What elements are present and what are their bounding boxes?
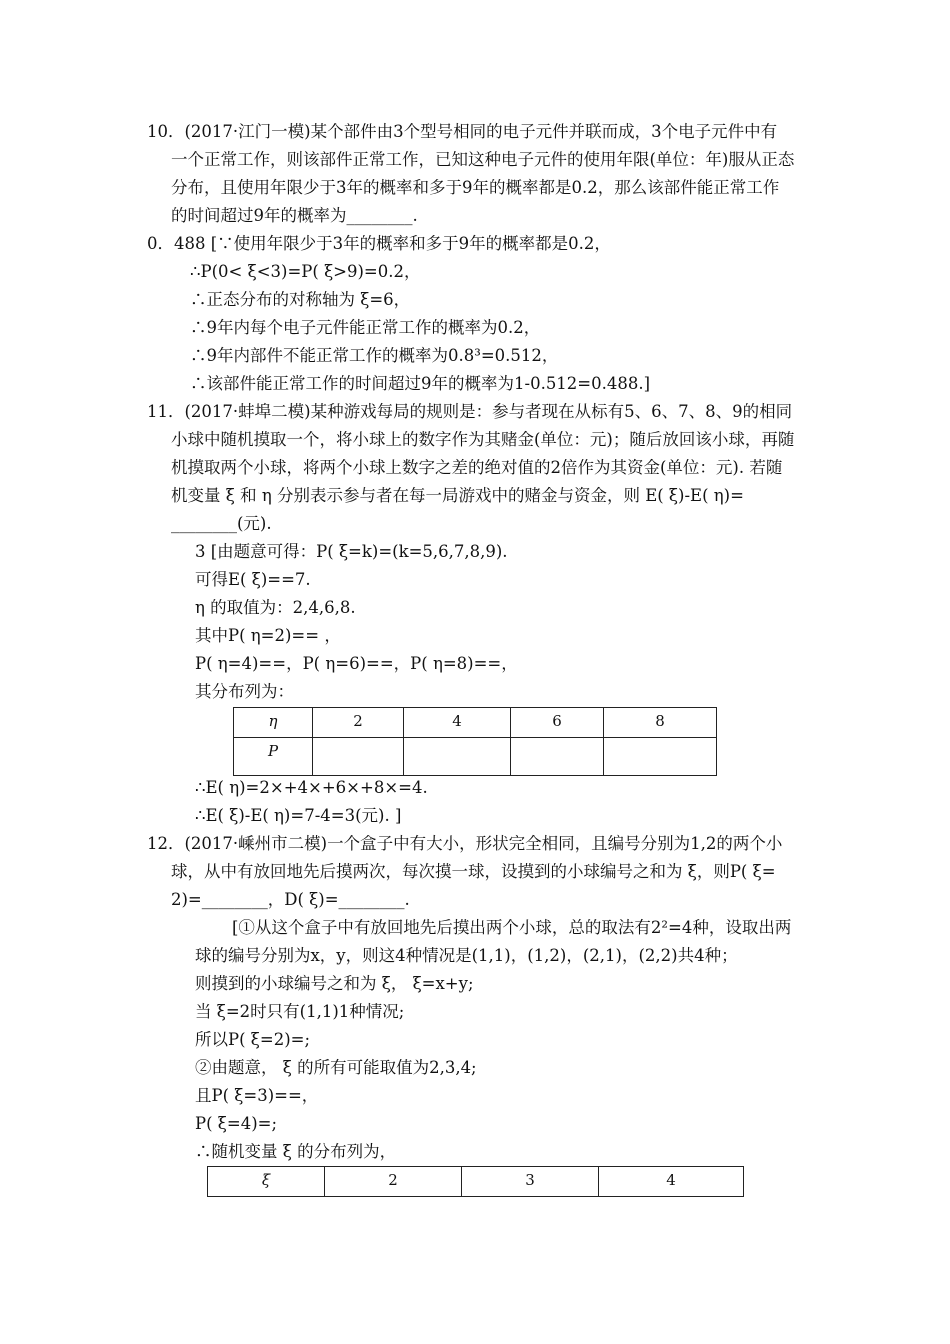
a12-line-5: 所以P( ξ=2)=; — [195, 1030, 311, 1049]
table-cell: ξ — [208, 1167, 325, 1197]
q11-line-3: 机摸取两个小球，将两个小球上数字之差的绝对值的2倍作为其资金(单位：元). 若随 — [171, 458, 783, 477]
a12-line-4: 当 ξ=2时只有(1,1)1种情况; — [195, 1002, 405, 1021]
table-cell — [404, 738, 511, 776]
table-cell: P — [234, 738, 313, 776]
distribution-table-xi — [207, 1166, 744, 1197]
q10-line-4: 的时间超过9年的概率为________. — [171, 206, 418, 225]
a10-line-3: ∴正态分布的对称轴为 ξ=6， — [190, 290, 411, 309]
a10-line-5: ∴9年内部件不能正常工作的概率为0.8³=0.512， — [190, 346, 559, 365]
a11-line-3: η 的取值为：2,4,6,8. — [195, 598, 356, 617]
q10-line-2: 一个正常工作，则该部件正常工作，已知这种电子元件的使用年限(单位：年)服从正态 — [171, 150, 795, 169]
table-cell — [313, 738, 404, 776]
a10-line-2: ∴P(0< ξ<3)=P( ξ>9)=0.2， — [190, 262, 421, 281]
a11-line-1: 3 [由题意可得：P( ξ=k)=(k=5,6,7,8,9). — [195, 542, 508, 561]
table-cell: 3 — [462, 1167, 599, 1197]
q10-line-3: 分布，且使用年限少于3年的概率和多于9年的概率都是0.2，那么该部件能正常工作 — [171, 178, 780, 197]
q11-line-5: ________(元). — [171, 514, 272, 533]
table-row — [234, 738, 717, 776]
a12-line-6: ②由题意， ξ 的所有可能取值为2,3,4; — [195, 1058, 477, 1077]
table-row — [208, 1167, 744, 1197]
table-cell: 4 — [599, 1167, 744, 1197]
q12-line-2: 球，从中有放回地先后摸两次，每次摸一球，设摸到的小球编号之和为 ξ，则P( ξ= — [171, 862, 776, 881]
a11-line-8: ∴E( ξ)-E( η)=7-4=3(元). ] — [195, 806, 402, 825]
table-cell: 2 — [325, 1167, 462, 1197]
a12-line-2: 球的编号分别为x，y，则这4种情况是(1,1)，(1,2)，(2,1)，(2,2)共4种； — [195, 946, 738, 965]
table-cell: 4 — [404, 708, 511, 738]
table-cell — [604, 738, 717, 776]
table-row — [234, 708, 717, 738]
a11-line-5: P( η=4)==，P( η=6)==，P( η=8)==， — [195, 654, 518, 673]
q12-line-1: 12．(2017·嵊州市二模)一个盒子中有大小，形状完全相同，且编号分别为1,2的两个小 — [147, 834, 783, 853]
a12-line-9: ∴随机变量 ξ 的分布列为， — [195, 1142, 397, 1161]
distribution-table-eta — [233, 707, 717, 776]
a11-line-7: ∴E( η)=2×+4×+6×+8×=4. — [195, 778, 428, 797]
q11-line-4: 机变量 ξ 和 η 分别表示参与者在每一局游戏中的赌金与资金，则 E( ξ)-E( η)= — [171, 486, 744, 505]
a11-line-4: 其中P( η=2)== ， — [195, 626, 341, 645]
a12-line-7: 且P( ξ=3)==， — [195, 1086, 319, 1105]
table-cell: 6 — [511, 708, 604, 738]
a11-line-6: 其分布列为： — [195, 682, 294, 701]
q10-line-1: 10．(2017·江门一模)某个部件由3个型号相同的电子元件并联而成，3个电子元件中有 — [147, 122, 778, 141]
table-cell — [511, 738, 604, 776]
a10-line-4: ∴9年内每个电子元件能正常工作的概率为0.2， — [190, 318, 541, 337]
q12-line-3: 2)=________，D( ξ)=________. — [171, 890, 410, 909]
table-cell: 8 — [604, 708, 717, 738]
a12-line-3: 则摸到的小球编号之和为 ξ， ξ=x+y; — [195, 974, 474, 993]
table-cell: η — [234, 708, 313, 738]
table-cell: 2 — [313, 708, 404, 738]
a12-line-1: [①从这个盒子中有放回地先后摸出两个小球，总的取法有2²=4种，设取出两 — [232, 918, 792, 937]
q11-line-2: 小球中随机摸取一个，将小球上的数字作为其赌金(单位：元)；随后放回该小球，再随 — [171, 430, 795, 449]
a11-line-2: 可得E( ξ)==7. — [195, 570, 311, 589]
a10-line-1: 0．488 [∵使用年限少于3年的概率和多于9年的概率都是0.2， — [147, 234, 611, 253]
a10-line-6: ∴该部件能正常工作的时间超过9年的概率为1-0.512=0.488.] — [190, 374, 651, 393]
a12-line-8: P( ξ=4)=; — [195, 1114, 278, 1133]
q11-line-1: 11．(2017·蚌埠二模)某种游戏每局的规则是：参与者现在从标有5、6、7、8、9的相同 — [147, 402, 793, 421]
